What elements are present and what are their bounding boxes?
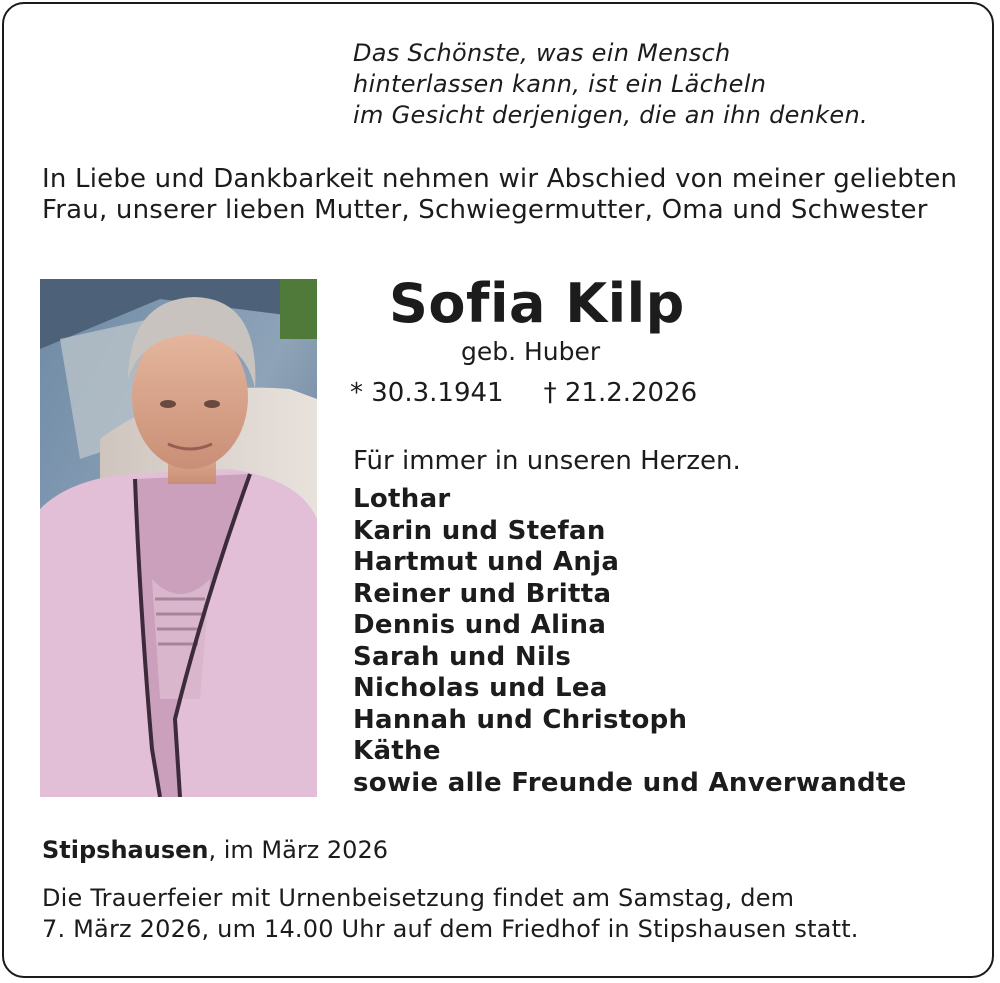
place-town: Stipshausen — [42, 836, 209, 864]
funeral-line: Die Trauerfeier mit Urnenbeisetzung findet am Samstag, dem — [42, 884, 795, 912]
mourner: sowie alle Freunde und Anverwandte — [353, 767, 907, 798]
mourner: Hannah und Christoph — [353, 704, 688, 735]
birth-date: * 30.3.1941 — [350, 378, 504, 408]
mourner: Lothar — [353, 484, 451, 514]
maiden-name: geb. Huber — [461, 337, 601, 366]
intro-text: In Liebe und Dankbarkeit nehmen wir Abschied von meiner geliebten Frau, unserer lieben Mutter, Schwiegermutter, Oma und Schwester — [42, 164, 958, 225]
mourner: Käthe — [353, 736, 441, 766]
funeral-notice — [42, 883, 859, 945]
mourner: Dennis und Alina — [353, 610, 607, 640]
quote-line: im Gesicht derjenigen, die an ihn denken. — [353, 101, 868, 129]
funeral-line: 7. März 2026, um 14.00 Uhr auf dem Friedhof in Stipshausen statt. — [42, 915, 859, 943]
mourner: Nicholas und Lea — [353, 673, 608, 703]
mourner: Reiner und Britta — [353, 578, 612, 609]
quote — [353, 38, 868, 131]
place-month: , im März 2026 — [208, 836, 388, 864]
mourner: Hartmut und Anja — [353, 547, 620, 577]
mourners-list — [353, 484, 907, 799]
motto: Für immer in unseren Herzen. — [353, 446, 741, 476]
death-date: † 21.2.2026 — [543, 378, 698, 408]
mourner: Sarah und Nils — [353, 641, 572, 672]
life-dates — [350, 377, 697, 409]
quote-line: Das Schönste, was ein Mensch — [353, 39, 731, 67]
portrait-photo — [40, 279, 317, 797]
place-date — [42, 835, 388, 865]
deceased-name: Sofia Kilp — [389, 272, 685, 335]
quote-line: hinterlassen kann, ist ein Lächeln — [353, 70, 767, 98]
mourner: Karin und Stefan — [353, 515, 606, 546]
